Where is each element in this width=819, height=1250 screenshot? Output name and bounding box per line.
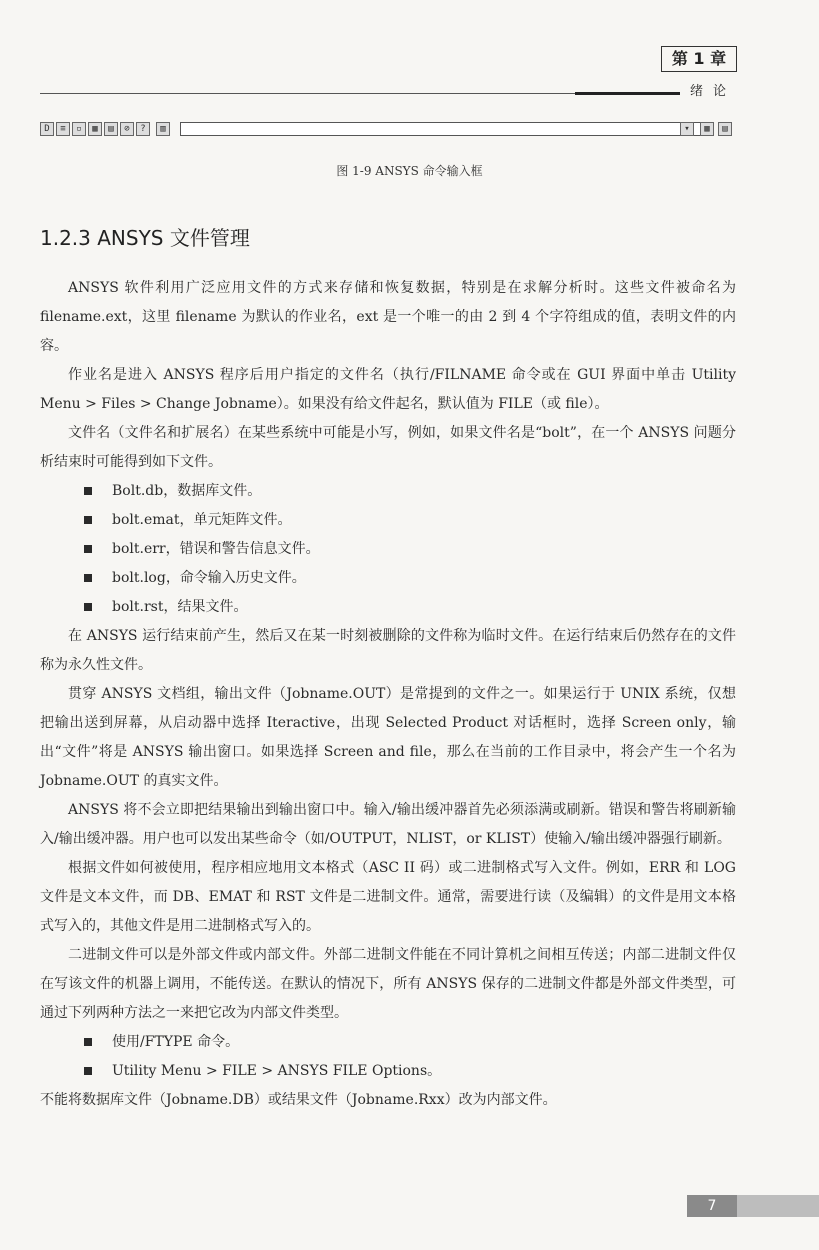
command-window-icon[interactable]: ▤: [718, 122, 732, 136]
paragraph: ANSYS 软件利用广泛应用文件的方式来存储和恢复数据，特别是在求解分析时。这些文件被命名为 filename.ext，这里 filename 为默认的作业名，ext 是一个唯一的由 2 到 4 个字符组成的值，表明文件的内容。: [40, 280, 736, 354]
paragraph: 不能将数据库文件（Jobname.DB）或结果文件（Jobname.Rxx）改为内部文件。: [40, 1092, 557, 1108]
header-rule: [40, 93, 580, 94]
bullet-icon: [84, 603, 92, 611]
help-icon[interactable]: ?: [136, 122, 150, 136]
body-text: [40, 274, 736, 1115]
bullet-icon: [84, 1067, 92, 1075]
save-icon[interactable]: ▫: [72, 122, 86, 136]
paragraph: ANSYS 将不会立即把结果输出到输出窗口中。输入/输出缓冲器首先必须添满或刷新。错误和警告将刷新输入/输出缓冲器。用户也可以发出某些命令（如/OUTPUT，NLIST，or KLIST）使输入/输出缓冲器强行刷新。: [40, 802, 736, 847]
command-prompt-icon[interactable]: ▥: [156, 122, 170, 136]
bullet-icon: [84, 487, 92, 495]
list-item: bolt.err，错误和警告信息文件。: [40, 535, 736, 564]
list-item: bolt.emat，单元矩阵文件。: [40, 506, 736, 535]
bullet-icon: [84, 1038, 92, 1046]
paragraph: 贯穿 ANSYS 文档组，输出文件（Jobname.OUT）是常提到的文件之一。如果运行于 UNIX 系统，仅想把输出送到屏幕，从启动器中选择 Iteractive，出现 Selected Product 对话框时，选择 Screen only，输出“文件”将是 ANSYS 输出窗口。如果选择 Screen and file，那么在当前的工作目录中，将会产生一个名为 Jobname.OUT 的真实文件。: [40, 686, 736, 789]
list-item: bolt.rst，结果文件。: [40, 593, 736, 622]
page-number: 7: [687, 1195, 737, 1217]
paragraph: 作业名是进入 ANSYS 程序后用户指定的文件名（执行/FILNAME 命令或在 GUI 界面中单击 Utility Menu > Files > Change Jobname）。如果没有给文件起名，默认值为 FILE（或 file）。: [40, 367, 736, 412]
new-file-icon[interactable]: D: [40, 122, 54, 136]
section-title: 1.2.3 ANSYS 文件管理: [40, 226, 250, 250]
bullet-icon: [84, 574, 92, 582]
dropdown-arrow-icon[interactable]: ▾: [680, 122, 694, 136]
list-item: Utility Menu > FILE > ANSYS FILE Options。: [40, 1057, 736, 1086]
report-icon[interactable]: ⊘: [120, 122, 134, 136]
header-rule-accent: [575, 92, 680, 95]
print-icon[interactable]: ▤: [104, 122, 118, 136]
bullet-icon: [84, 516, 92, 524]
open-file-icon[interactable]: ≡: [56, 122, 70, 136]
figure-caption: 图 1-9 ANSYS 命令输入框: [336, 164, 483, 178]
bullet-icon: [84, 545, 92, 553]
paragraph: 在 ANSYS 运行结束前产生，然后又在某一时刻被删除的文件称为临时文件。在运行结束后仍然存在的文件称为永久性文件。: [40, 628, 736, 673]
command-history-icon[interactable]: ▦: [700, 122, 714, 136]
chapter-title: 绪论: [690, 84, 737, 99]
list-item: 使用/FTYPE 命令。: [40, 1028, 736, 1057]
page-number-band: [737, 1195, 819, 1217]
ansys-command-input-toolbar: [40, 122, 736, 138]
paragraph: 根据文件如何被使用，程序相应地用文本格式（ASC II 码）或二进制格式写入文件。例如，ERR 和 LOG 文件是文本文件，而 DB、EMAT 和 RST 文件是二进制文件。通常，需要进行读（及编辑）的文件是用文本格式写入的，其他文件是用二进制格式写入的。: [40, 860, 736, 934]
chapter-label: 第 1 章: [661, 46, 737, 72]
paragraph: 文件名（文件名和扩展名）在某些系统中可能是小写，例如，如果文件名是“bolt”，在一个 ANSYS 问题分析结束时可能得到如下文件。: [40, 425, 736, 470]
list-item: bolt.log，命令输入历史文件。: [40, 564, 736, 593]
pan-zoom-icon[interactable]: ▦: [88, 122, 102, 136]
command-input[interactable]: [180, 122, 712, 136]
list-item: Bolt.db，数据库文件。: [40, 477, 736, 506]
paragraph: 二进制文件可以是外部文件或内部文件。外部二进制文件能在不同计算机之间相互传送；内部二进制文件仅在写该文件的机器上调用，不能传送。在默认的情况下，所有 ANSYS 保存的二进制文件都是外部文件类型，可通过下列两种方法之一来把它改为内部文件类型。: [40, 947, 736, 1021]
